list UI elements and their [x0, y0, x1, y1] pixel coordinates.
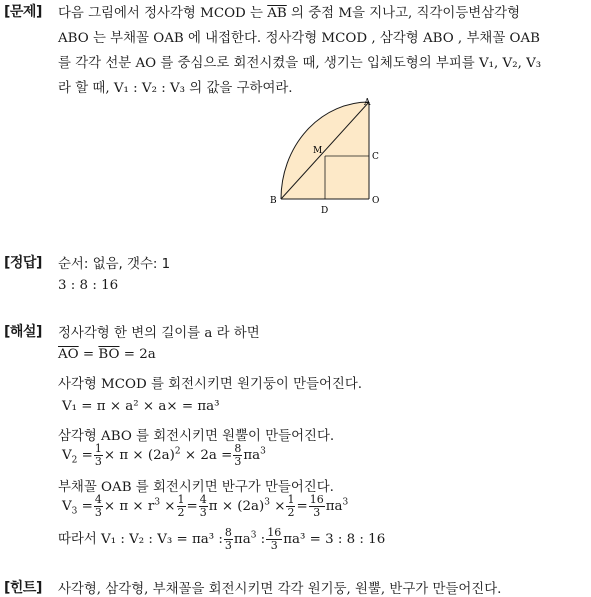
- solution-line-6: $V_2$ = $\frac{1}{3}$ × $\pi \times (2a)^2 \times 2a$ = $\frac{8}{3}$ $\pi a^3$: [62, 442, 266, 468]
- point-o-label: O: [372, 196, 380, 206]
- point-b-label: B: [270, 196, 277, 206]
- ratio-result: πa³ = 3 : 8 : 16: [283, 532, 386, 547]
- solution-line-4: V₁ = π × a² × a× = πa³: [62, 399, 220, 414]
- solution-line-9: 따라서 V₁ : V₂ : V₃ = πa³ : $\frac{8}{3}$ $\pi a^3$ : $\frac{16}{3}$ πa³ = 3 : 8 : 16: [58, 526, 386, 552]
- solution-line-5: 삼각형 ABO 를 회전시키면 원뿔이 만들어진다.: [58, 429, 335, 444]
- answer-meta: 순서: 없음, 갯수: 1: [58, 257, 171, 272]
- problem-line-1: [58, 2, 520, 21]
- equation-rhs: = 2a: [119, 347, 156, 362]
- problem-text: 의 중점 M을 지나고, 직각이등변삼각형: [286, 6, 521, 21]
- solution-line-1: 정사각형 한 변의 길이를 a 라 하면: [58, 326, 260, 341]
- problem-line-2: ABO 는 부채꼴 OAB 에 내접한다. 정사각형 MCOD , 삼각형 ABO , 부채꼴 OAB: [58, 31, 540, 46]
- answer-value: 3 : 8 : 16: [58, 278, 119, 293]
- point-m-label: M: [313, 146, 323, 156]
- solution-line-7: 부채꼴 OAB 를 회전시키면 반구가 만들어진다.: [58, 480, 334, 495]
- hint-text: 사각형, 삼각형, 부채꼴을 회전시키면 각각 원기둥, 원뿔, 반구가 만들어진다.: [58, 582, 502, 597]
- solution-line-8: $V_3$ = $\frac{4}{3}$ × $\pi \times r^3$ × $\frac{1}{2}$ = $\frac{4}{3}$ $\pi \times (2a)^3$ × $\frac{1}{2}$ = $\frac{16}{3}$ $\pi a^3$: [62, 493, 349, 519]
- hint-label: [힌트]: [4, 580, 42, 596]
- ratio-text: 따라서 V₁ : V₂ : V₃ = πa³ :: [58, 532, 223, 547]
- solution-line-2: [58, 347, 156, 362]
- answer-label: [정답]: [4, 255, 42, 271]
- point-d-label: D: [321, 206, 329, 216]
- point-c-label: C: [372, 152, 379, 162]
- point-a-label: A: [364, 98, 371, 108]
- problem-line-3: 를 각각 선분 AO 를 중심으로 회전시켰을 때, 생기는 입체도형의 부피를 V₁, V₂, V₃: [58, 56, 542, 71]
- problem-label: [문제]: [4, 4, 42, 20]
- solution-line-3: 사각형 MCOD 를 회전시키면 원기둥이 만들어진다.: [58, 377, 363, 392]
- arc-ab-label: $\overline{AB}$: [267, 6, 287, 21]
- problem-line-4: 라 할 때, V₁ : V₂ : V₃ 의 값을 구하여라.: [58, 81, 293, 96]
- geometry-figure: [262, 96, 392, 218]
- segment-bo-label: $\overline{BO}$: [98, 347, 120, 362]
- equals-sign: =: [78, 347, 99, 362]
- segment-ao-label: $\overline{AO}$: [58, 347, 79, 362]
- solution-label: [해설]: [4, 324, 42, 340]
- problem-text: 다음 그림에서 정사각형 MCOD 는: [58, 6, 268, 21]
